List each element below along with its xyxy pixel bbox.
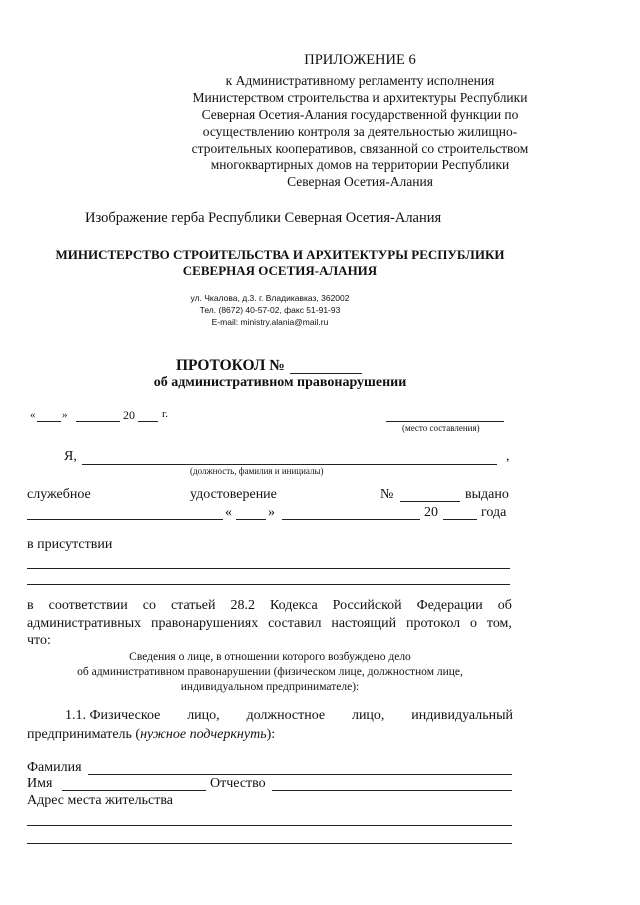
section-line2-prefix: предприниматель ( <box>27 727 141 742</box>
accordance-word: Российской <box>332 598 402 613</box>
cert-year-prefix: 20 <box>424 505 438 520</box>
i-comma: , <box>506 449 510 464</box>
section-1-1-line-2 <box>27 727 275 743</box>
presence-line-2[interactable] <box>27 584 510 585</box>
cert-issuer-line[interactable] <box>27 519 223 520</box>
appendix-line-7: Северная Осетия-Алания <box>287 174 433 189</box>
accordance-word: соответствии <box>48 598 128 613</box>
section-word: индивидуальный <box>411 708 513 723</box>
accordance-word: правонарушениях <box>151 616 259 631</box>
address-line-2[interactable] <box>27 843 512 844</box>
accordance-line-1 <box>27 598 512 614</box>
date-year-prefix: 20 <box>123 408 135 422</box>
address-label: Адрес места жительства <box>27 793 173 808</box>
i-label: Я, <box>64 449 77 464</box>
ministry-email: E-mail: ministry.alania@mail.ru <box>211 317 329 327</box>
accordance-word: со <box>142 598 156 613</box>
official-name-caption: (должность, фамилия и инициалы) <box>190 466 324 476</box>
presence-line-1[interactable] <box>27 568 510 569</box>
section-word: 1.1. Физическое <box>65 708 161 723</box>
info-header-line-1: Сведения о лице, в отношении которого возбуждено дело <box>129 651 411 663</box>
name-line[interactable] <box>62 790 206 791</box>
date-year-line[interactable] <box>138 421 158 422</box>
section-word: лицо, <box>351 708 385 723</box>
date-year-suffix: г. <box>162 408 169 420</box>
section-1-1-line-1 <box>65 708 513 724</box>
place-line[interactable] <box>386 421 504 422</box>
ministry-phone: Тел. (8672) 40-57-02, факс 51-91-93 <box>199 305 341 315</box>
section-word: должностное <box>246 708 326 723</box>
accordance-word: в <box>27 598 34 613</box>
cert-close-quote: » <box>268 505 275 520</box>
presence-label: в присутствии <box>27 537 113 552</box>
section-line2-italic: нужное подчеркнуть <box>140 727 267 742</box>
cert-year-line[interactable] <box>443 519 477 520</box>
accordance-line-3: что: <box>27 633 51 648</box>
ministry-name-line-2: СЕВЕРНАЯ ОСЕТИЯ-АЛАНИЯ <box>182 263 378 278</box>
date-close-quote: » <box>62 409 68 421</box>
surname-label: Фамилия <box>27 760 82 775</box>
cert-open-quote: « <box>225 505 232 520</box>
appendix-line-1: к Административному регламенту исполнения <box>225 73 495 88</box>
cert-issued: выдано <box>465 487 509 502</box>
emblem-placeholder-text: Изображение герба Республики Северная Осетия-Алания <box>85 210 442 226</box>
appendix-line-2: Министерством строительства и архитектуры Республики <box>192 90 528 105</box>
appendix-line-4: осуществлению контроля за деятельностью жилищно- <box>202 124 518 139</box>
protocol-number-line[interactable] <box>290 373 362 374</box>
cert-day-line[interactable] <box>236 519 266 520</box>
cert-number-line[interactable] <box>400 501 460 502</box>
cert-year-word: года <box>481 505 507 520</box>
ministry-address: ул. Чкалова, д.3. г. Владикавказ, 362002 <box>190 293 350 303</box>
section-line2-suffix: ): <box>266 727 276 742</box>
accordance-word: Федерации <box>416 598 483 613</box>
cert-word-certificate: удостоверение <box>190 487 277 502</box>
date-day-line[interactable] <box>37 421 61 422</box>
place-caption: (место составления) <box>402 423 480 433</box>
accordance-word: Кодекса <box>270 598 318 613</box>
appendix-line-6: многоквартирных домов на территории Республики <box>210 157 510 172</box>
accordance-word: настоящий <box>331 616 397 631</box>
accordance-word: 28.2 <box>230 598 256 613</box>
appendix-line-3: Северная Осетия-Алания государственной функции по <box>201 107 519 122</box>
name-label: Имя <box>27 776 53 791</box>
accordance-word: протокол <box>406 616 461 631</box>
protocol-subtitle: об административном правонарушении <box>153 375 407 390</box>
cert-number-sign: № <box>380 487 394 502</box>
surname-line[interactable] <box>88 774 512 775</box>
accordance-word: статьей <box>170 598 216 613</box>
official-name-line[interactable] <box>82 464 497 465</box>
info-header-line-2: об административном правонарушении (физическом лице, должностном лице, <box>77 666 463 678</box>
patronymic-line[interactable] <box>272 790 512 791</box>
date-open-quote: « <box>30 409 36 421</box>
ministry-name-line-1: МИНИСТЕРСТВО СТРОИТЕЛЬСТВА И АРХИТЕКТУРЫ РЕСПУБЛИКИ <box>55 247 505 262</box>
accordance-word: об <box>497 598 512 613</box>
appendix-line-5: строительных кооперативов, связанной со строительством <box>191 141 529 156</box>
section-word: лицо, <box>187 708 220 723</box>
accordance-word: составил <box>268 616 322 631</box>
accordance-word: административных <box>27 616 142 631</box>
cert-word-service: служебное <box>27 487 91 502</box>
accordance-word: о <box>470 616 478 631</box>
address-line-1[interactable] <box>27 825 512 826</box>
protocol-title: ПРОТОКОЛ № <box>176 357 285 374</box>
date-month-line[interactable] <box>76 421 120 422</box>
cert-month-line[interactable] <box>282 519 420 520</box>
accordance-word: том, <box>486 616 512 631</box>
appendix-title: ПРИЛОЖЕНИЕ 6 <box>304 52 416 68</box>
info-header-line-3: индивидуальном предпринимателе): <box>180 681 360 693</box>
patronymic-label: Отчество <box>210 776 266 791</box>
accordance-line-2 <box>27 616 512 632</box>
